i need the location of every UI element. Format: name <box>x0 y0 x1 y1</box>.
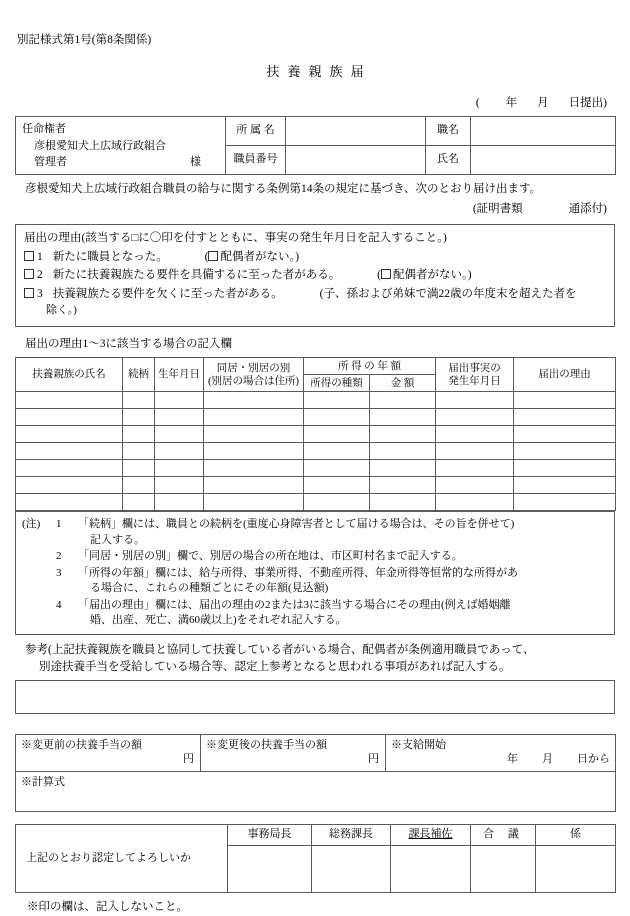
note-item-2 <box>22 549 608 565</box>
approval-header-kakari: 係 <box>536 825 616 846</box>
cell-fact-date[interactable] <box>436 443 514 460</box>
name-label: 氏名 <box>426 145 471 174</box>
cell-fact-date[interactable] <box>436 426 514 443</box>
cell-name[interactable] <box>16 392 123 409</box>
reason-note-text-1: 配偶者がない。) <box>220 250 300 263</box>
reason-item-3[interactable] <box>24 286 606 303</box>
approval-sign-kakari[interactable] <box>536 846 616 893</box>
cell-reason[interactable] <box>514 426 616 443</box>
note-num-1: 1 <box>56 518 62 531</box>
cell-name[interactable] <box>16 443 123 460</box>
col-header-relation: 続柄 <box>123 358 155 392</box>
table-row[interactable] <box>16 460 616 477</box>
col-header-fact-date <box>436 358 514 392</box>
notes-box <box>15 511 615 634</box>
note-item-4 <box>22 598 608 629</box>
dependants-table <box>15 357 616 511</box>
cell-relation[interactable] <box>123 494 155 511</box>
cell-birthdate[interactable] <box>155 426 204 443</box>
appointer-title: 任命権者 <box>22 123 66 136</box>
employee-no-field[interactable] <box>286 145 426 174</box>
approval-header-somukacho: 総務課長 <box>312 825 391 846</box>
approval-table <box>15 824 616 893</box>
table-row[interactable] <box>16 392 616 409</box>
payment-start-day: 日から <box>577 753 610 766</box>
cell-income-amount[interactable] <box>370 426 436 443</box>
name-field[interactable] <box>471 145 616 174</box>
reason-text-1 <box>53 249 606 266</box>
cell-birthdate[interactable] <box>155 477 204 494</box>
cell-reason[interactable] <box>514 494 616 511</box>
cell-residence[interactable] <box>204 443 304 460</box>
cell-relation[interactable] <box>123 477 155 494</box>
cell-birthdate[interactable] <box>155 443 204 460</box>
cell-income-type[interactable] <box>304 443 370 460</box>
reason-note-prefix-1: ( <box>204 250 209 263</box>
cell-fact-date[interactable] <box>436 409 514 426</box>
cell-name[interactable] <box>16 409 123 426</box>
checkbox-icon[interactable] <box>24 251 34 261</box>
cell-income-amount[interactable] <box>370 477 436 494</box>
appointer-block <box>16 117 226 175</box>
form-id-label: 別記様式第1号(第8条関係) <box>17 34 152 46</box>
reference-line-1: 参考(上記扶養親族を職員と協同して扶養している者がいる場合、配偶者が条例適用職員であって、 <box>25 643 535 656</box>
cell-name[interactable] <box>16 460 123 477</box>
cell-relation[interactable] <box>123 443 155 460</box>
payment-start-cell[interactable] <box>386 735 616 772</box>
col-header-name: 扶養親族の氏名 <box>16 358 123 392</box>
reason-note-2 <box>377 269 471 281</box>
note-body-1 <box>78 517 608 548</box>
approval-sign-somukacho[interactable] <box>312 846 391 893</box>
cell-relation[interactable] <box>123 392 155 409</box>
reason-text-2 <box>53 267 606 284</box>
cell-relation[interactable] <box>123 460 155 477</box>
table-row[interactable] <box>16 426 616 443</box>
cell-income-type[interactable] <box>304 477 370 494</box>
approval-header-gogi: 合 議 <box>471 825 536 846</box>
allowance-after-unit: 円 <box>368 753 379 766</box>
calculation-label: ※計算式 <box>21 776 65 789</box>
note-line-1b: 記入する。 <box>90 533 145 546</box>
allowance-table <box>15 734 616 812</box>
col-header-income-group: 所 得 の 年 額 <box>304 358 436 375</box>
submit-year-label: 年 <box>505 96 518 109</box>
note-item-1 <box>22 517 608 548</box>
cell-income-amount[interactable] <box>370 443 436 460</box>
cell-birthdate[interactable] <box>155 460 204 477</box>
note-body-4 <box>78 598 608 629</box>
cell-name[interactable] <box>16 494 123 511</box>
col-header-reason: 届出の理由 <box>514 358 616 392</box>
note-line-4b: 婚、出産、死亡、満60歳以上)をそれぞれ記入する。 <box>90 614 347 627</box>
cell-income-type[interactable] <box>304 392 370 409</box>
allowance-after-label: ※変更後の扶養手当の額 <box>206 739 327 752</box>
cell-reason[interactable] <box>514 443 616 460</box>
cell-income-amount[interactable] <box>370 392 436 409</box>
approval-header-kachohosa: 課長補佐 <box>391 825 471 846</box>
cell-fact-date[interactable] <box>436 392 514 409</box>
cell-name[interactable] <box>16 426 123 443</box>
approval-sign-gogi[interactable] <box>471 846 536 893</box>
approval-sign-kachohosa[interactable] <box>391 846 471 893</box>
checkbox-icon[interactable] <box>24 288 34 298</box>
col-header-birthdate: 生年月日 <box>155 358 204 392</box>
certificate-unit: 通添付) <box>568 203 607 216</box>
cell-income-type[interactable] <box>304 409 370 426</box>
cell-relation[interactable] <box>123 426 155 443</box>
col-header-income-amount: 金 額 <box>370 375 436 392</box>
submit-day-label: 日提出) <box>568 96 607 109</box>
cell-residence[interactable] <box>204 494 304 511</box>
reason-note-3: (子、孫および弟妹で満22歳の年度末を超えた者を <box>319 288 577 301</box>
col-header-fact-date-l1: 届出事実の <box>448 362 501 374</box>
payment-start-month: 月 <box>542 753 553 766</box>
table-row[interactable] <box>16 409 616 426</box>
checkbox-icon[interactable] <box>381 269 391 279</box>
cell-name[interactable] <box>16 477 123 494</box>
reason-continuation-3: 除く。) <box>46 303 77 316</box>
cell-reason[interactable] <box>514 460 616 477</box>
position-field[interactable] <box>471 117 616 146</box>
payment-start-label: ※支給開始 <box>391 739 446 752</box>
allowance-after-cell[interactable] <box>201 735 386 772</box>
cell-birthdate[interactable] <box>155 494 204 511</box>
approval-header-jimukyokucho: 事務局長 <box>228 825 312 846</box>
reason-num-1: 1 <box>37 250 43 263</box>
checkbox-icon[interactable] <box>24 269 34 279</box>
cell-relation[interactable] <box>123 409 155 426</box>
note-item-3 <box>22 566 608 597</box>
cell-residence[interactable] <box>204 392 304 409</box>
reference-note <box>25 642 615 677</box>
note-num-3: 3 <box>56 567 62 580</box>
reason-note-1 <box>205 251 299 263</box>
reason-label-2: 新たに扶養親族たる要件を具備するに至った者がある。 <box>52 269 341 282</box>
cell-income-type[interactable] <box>304 494 370 511</box>
col-header-fact-date-l2: 発生年月日 <box>448 375 501 387</box>
note-line-2a: 「同居・別居の別」欄で、別居の場合の所在地は、市区町村名まで記入する。 <box>78 550 463 563</box>
cell-residence[interactable] <box>204 460 304 477</box>
allowance-before-unit: 円 <box>183 753 194 766</box>
checkbox-icon[interactable] <box>208 251 218 261</box>
reason-item-1[interactable] <box>24 249 606 266</box>
allowance-before-label: ※変更前の扶養手当の額 <box>21 739 142 752</box>
cell-income-amount[interactable] <box>370 494 436 511</box>
certificate-line <box>15 201 607 218</box>
entry-section-caption: 届出の理由1〜3に該当する場合の記入欄 <box>25 337 232 350</box>
table-row[interactable] <box>16 494 616 511</box>
col-header-residence <box>204 358 304 392</box>
cell-income-type[interactable] <box>304 460 370 477</box>
note-body-3 <box>78 566 608 597</box>
cell-residence[interactable] <box>204 426 304 443</box>
table-row[interactable] <box>16 443 616 460</box>
payment-start-year: 年 <box>507 753 518 766</box>
submit-open-paren: ( <box>475 96 480 109</box>
note-line-3b: る場合に、これらの種類ごとにその年額(見込額) <box>90 582 329 595</box>
cell-birthdate[interactable] <box>155 409 204 426</box>
payment-start-date <box>507 752 610 768</box>
appointer-table <box>15 116 616 175</box>
col-header-income-type: 所得の種類 <box>304 375 370 392</box>
appointer-org: 彦根愛知犬上広域行政組合 <box>34 139 166 152</box>
certificate-label: (証明書類 <box>472 203 523 216</box>
appointer-role-row <box>22 154 219 171</box>
cell-residence[interactable] <box>204 409 304 426</box>
table-row[interactable] <box>16 477 616 494</box>
reference-line-2: 別途扶養手当を受給している場合等、認定上参考となると思われる事項があれば記入する。 <box>39 660 511 673</box>
submission-date-line <box>15 95 607 112</box>
footer-note: ※印の欄は、記入しないこと。 <box>27 901 188 914</box>
reason-box <box>15 224 615 327</box>
note-body-2 <box>78 549 608 564</box>
reason-label-1: 新たに職員となった。 <box>52 250 168 263</box>
appointer-role: 管理者 <box>34 156 67 169</box>
legal-statement: 彦根愛知犬上広域行政組合職員の給与に関する条例第14条の規定に基づき、次のとおり届け出ます。 <box>25 182 542 195</box>
cell-fact-date[interactable] <box>436 460 514 477</box>
note-line-1a: 「続柄」欄には、職員との続柄を(重度心身障害者として届ける場合は、その旨を併せて) <box>78 518 515 531</box>
allowance-before-cell[interactable] <box>16 735 201 772</box>
note-num-4: 4 <box>56 598 62 611</box>
position-label: 職名 <box>426 117 471 146</box>
reason-label-3: 扶養親族たる要件を欠くに至った者がある。 <box>52 288 283 301</box>
cell-birthdate[interactable] <box>155 392 204 409</box>
reference-input-box[interactable] <box>15 680 615 714</box>
cell-reason[interactable] <box>514 409 616 426</box>
reason-note-text-2: 配偶者がない。) <box>392 269 472 282</box>
cell-income-type[interactable] <box>304 426 370 443</box>
note-line-4a: 「届出の理由」欄には、届出の理由の2または3に該当する場合にその理由(例えば婚姻離 <box>78 598 511 611</box>
approval-sign-jimukyokucho[interactable] <box>228 846 312 893</box>
col-header-residence-l2: (別居の場合は住所) <box>208 375 299 387</box>
cell-income-amount[interactable] <box>370 409 436 426</box>
calculation-cell[interactable] <box>16 772 616 812</box>
reason-text-3 <box>53 286 606 303</box>
cell-fact-date[interactable] <box>436 494 514 511</box>
cell-fact-date[interactable] <box>436 477 514 494</box>
note-num-2: 2 <box>56 550 62 563</box>
affiliation-label: 所 属 名 <box>226 117 286 146</box>
col-header-residence-l1: 同居・別居の別 <box>216 362 291 374</box>
note-line-3a: 「所得の年額」欄には、給与所得、事業所得、不動産所得、年金所得等恒常的な所得があ <box>78 567 518 580</box>
appointer-honorific: 様 <box>190 156 201 169</box>
employee-no-label: 職員番号 <box>226 145 286 174</box>
cell-residence[interactable] <box>204 477 304 494</box>
cell-reason[interactable] <box>514 392 616 409</box>
notes-mark: (注) <box>22 518 41 531</box>
affiliation-field[interactable] <box>286 117 426 146</box>
page-title: 扶養親族届 <box>266 63 372 79</box>
approval-question: 上記のとおり認定してよろしいか <box>16 825 228 893</box>
submit-month-label: 月 <box>537 96 549 109</box>
reason-note-prefix-2: ( <box>377 269 381 282</box>
cell-reason[interactable] <box>514 477 616 494</box>
reason-item-2[interactable] <box>24 267 606 284</box>
reason-title: 届出の理由(該当する□に〇印を付すとともに、事実の発生年月日を記入すること。) <box>24 232 447 245</box>
reason-num-3: 3 <box>37 288 43 301</box>
reason-num-2: 2 <box>37 269 43 282</box>
cell-income-amount[interactable] <box>370 460 436 477</box>
